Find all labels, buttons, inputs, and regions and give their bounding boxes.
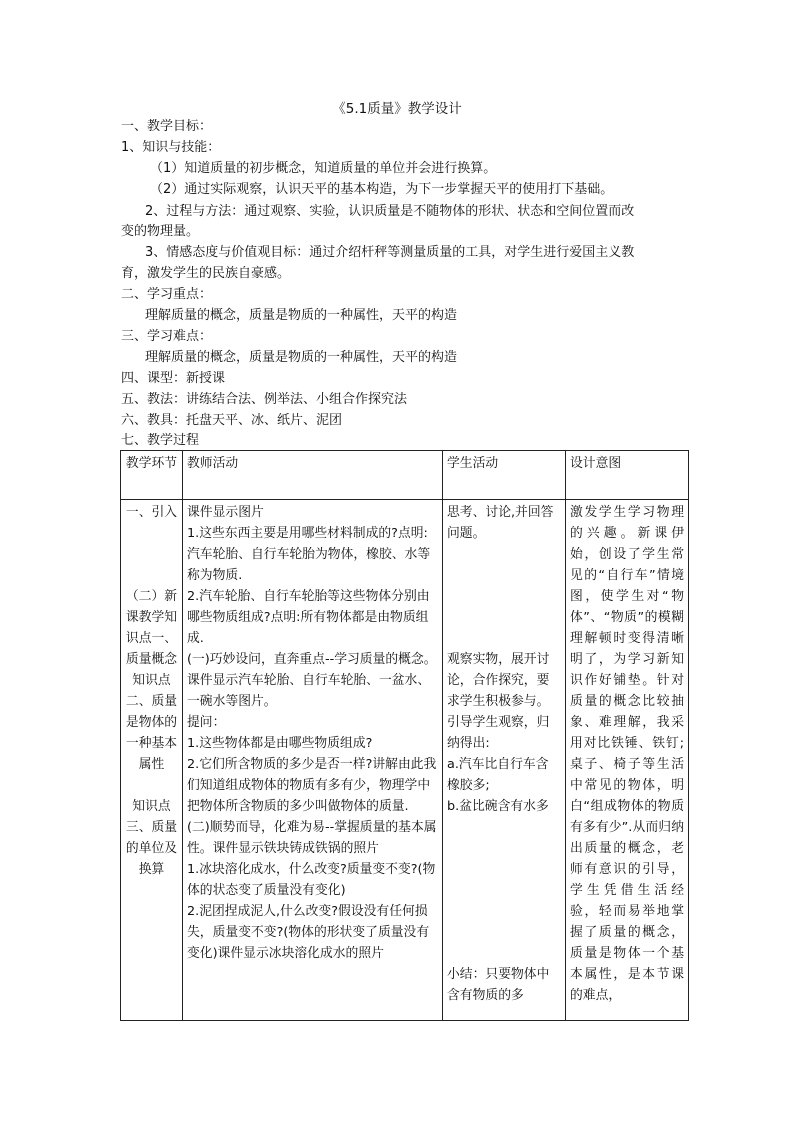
document-title: 《5.1质量》教学设计: [332, 101, 462, 117]
teacher-line: 1.这些东西主要是用哪些材料制成的?点明:汽车轮胎、自行车轮胎为物体，橡胶、水等称为物质.: [187, 526, 431, 583]
student-activity-cell: [443, 500, 566, 1021]
table-row: [121, 500, 689, 1021]
teacher-activity-cell: [183, 500, 443, 1021]
teacher-line: (二)顺势而导，化难为易--掌握质量的基本属性。课件显示铁块铸成铁锅的照片: [187, 820, 437, 856]
teacher-line: 2.汽车轮胎、自行车轮胎等这些物体分别由哪些物质组成?点明:所有物体都是由物质组成.: [187, 589, 430, 646]
key-points-text: 理解质量的概念，质量是物质的一种属性，天平的构造: [145, 308, 458, 323]
teacher-line: 2.泥团捏成泥人,什么改变?假设没有任何损失，质量变不变?(物体的形状变了质量没有变化)课件显示冰块溶化成水的照片: [187, 904, 430, 961]
objective-1a: （1）知道质量的初步概念，知道质量的单位并会进行换算。: [150, 161, 497, 176]
teaching-methods: 五、教法：讲练结合法、例举法、小组合作探究法: [121, 392, 408, 407]
header-design-intent: 设计意图: [566, 451, 689, 500]
teacher-line: 课件显示图片: [187, 505, 264, 520]
objective-2-line1: 2、过程与方法：通过观察、实验，认识质量是不随物体的形状、状态和空间位置而改: [145, 204, 635, 219]
student-line: 小结：只要物体中含有物质的多: [447, 967, 550, 1003]
stage-new-lesson: （二）新课教学知识点一、质量概念知识点二、质量是物体的一种基本属性: [125, 589, 178, 772]
teacher-line: (一)巧妙设问，直奔重点--学习质量的概念。课件显示汽车轮胎、自行车轮胎、一盆水、一碗水等图片。: [187, 652, 437, 709]
student-line: a.汽车比自行车含橡胶多;: [447, 757, 549, 793]
table-header-row: [121, 451, 689, 500]
header-teacher-activity: 教师活动: [183, 451, 443, 500]
stage-intro: 一、引入: [125, 505, 178, 520]
difficult-points-text: 理解质量的概念，质量是物质的一种属性，天平的构造: [145, 350, 458, 365]
key-points-heading: 二、学习重点：: [121, 287, 213, 302]
section-objectives-heading: 一、教学目标：: [121, 119, 213, 134]
teaching-process-table: [120, 450, 689, 1021]
header-stage: 教学环节: [121, 451, 183, 500]
stage-cell: [121, 500, 183, 1021]
teaching-process-heading: 七、教学过程: [121, 433, 200, 448]
teacher-line: 1.冰块溶化成水，什么改变?质量变不变?(物体的状态变了质量没有变化): [187, 862, 436, 898]
objective-2-line2: 变的物理量。: [121, 224, 200, 239]
knowledge-skills-heading: 1、知识与技能：: [121, 140, 221, 155]
design-intent-cell: 激发学生学习物理的兴趣。新课伊始，创设了学生常见的“自行车”情境图，使学生对“物体”、“物质”的模糊理解顿时变得清晰明了，为学习新知识作好铺垫。针对质量的概念比较抽象、难理解，我采用对比铁锤、铁钉;桌子、椅子等生活中常见的物体，明白“组成物体的物质有多有少”.从而归纳出质量的概念，老师有意识的引导，学生凭借生活经验，轻而易举地掌握了质量的概念，质量是物体一个基本属性，是本节课的难点，: [566, 500, 689, 1021]
objective-3-line1: 3、情感态度与价值观目标：通过介绍杆秤等测量质量的工具，对学生进行爱国主义教: [145, 245, 635, 260]
header-student-activity: 学生活动: [443, 451, 566, 500]
difficult-points-heading: 三、学习难点：: [121, 329, 213, 344]
objective-3-line2: 育，激发学生的民族自豪感。: [121, 266, 291, 281]
teacher-line: 提问：: [187, 715, 226, 730]
teaching-aids: 六、教具：托盘天平、冰、纸片、泥团: [121, 413, 343, 428]
objective-1b: （2）通过实际观察，认识天平的基本构造，为下一步掌握天平的使用打下基础。: [150, 182, 614, 197]
stage-unit: 知识点三、质量的单位及换算: [125, 799, 178, 877]
teacher-line: 2.它们所含物质的多少是否一样?讲解由此我们知道组成物体的物质有多有少，物理学中把物体所含物质的多少叫做物体的质量.: [187, 757, 437, 814]
student-line: 思考、讨论,并回答问题。: [447, 505, 554, 541]
lesson-type: 四、课型：新授课: [121, 371, 226, 386]
student-line: b.盆比碗含有水多: [447, 799, 549, 814]
teacher-line: 1.这些物体都是由哪些物质组成?: [187, 736, 373, 751]
student-line: 观察实物，展开讨论，合作探究，要求学生积极参与。引导学生观察，归纳得出:: [447, 652, 550, 751]
